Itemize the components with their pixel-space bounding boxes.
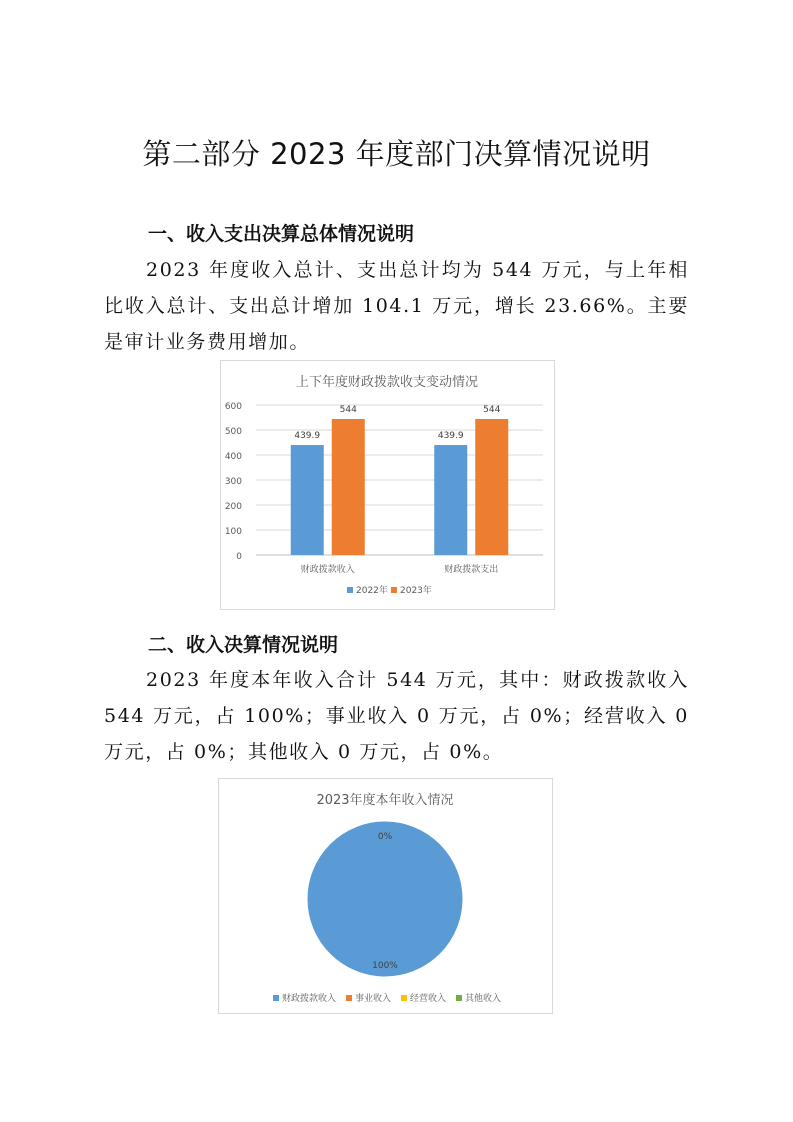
bar-value-label: 544 bbox=[339, 405, 357, 415]
y-tick-label: 400 bbox=[224, 452, 242, 462]
y-tick-label: 600 bbox=[224, 402, 242, 412]
x-tick-label: 财政拨款支出 bbox=[444, 565, 499, 575]
section-2-paragraph: 2023 年度本年收入合计 544 万元，其中：财政拨款收入 544 万元，占 100%；事业收入 0 万元，占 0%；经营收入 0 万元，占 0%；其他收入 0 万元，占 0%。 bbox=[104, 669, 689, 763]
pie-chart-title: 2023年度本年收入情况 bbox=[316, 793, 454, 808]
legend-label: 经营收入 bbox=[410, 994, 447, 1004]
section-heading-2: 二、收入决算情况说明 bbox=[148, 634, 339, 656]
legend-swatch bbox=[346, 995, 352, 1001]
y-tick-label: 500 bbox=[224, 427, 242, 437]
section-1-paragraph: 2023 年度收入总计、支出总计均为 544 万元，与上年相比收入总计、支出总计增加 104.1 万元，增长 23.66%。主要是审计业务费用增加。 bbox=[104, 259, 689, 353]
bar-value-label: 544 bbox=[483, 405, 501, 415]
bar-chart bbox=[220, 360, 555, 610]
legend-swatch bbox=[401, 995, 407, 1001]
bar bbox=[434, 445, 467, 555]
page-title: 第二部分 2023 年度部门决算情况说明 bbox=[142, 137, 651, 171]
legend-label: 财政拨款收入 bbox=[282, 994, 337, 1004]
legend-label: 其他收入 bbox=[465, 994, 502, 1004]
legend-label: 2022年 bbox=[356, 586, 388, 596]
legend-swatch bbox=[273, 995, 279, 1001]
pie-chart bbox=[218, 778, 553, 1014]
bar bbox=[475, 419, 508, 555]
bar-value-label: 439.9 bbox=[294, 431, 321, 442]
x-tick-label: 财政拨款收入 bbox=[300, 565, 355, 575]
legend-label: 2023年 bbox=[400, 586, 432, 596]
y-tick-label: 300 bbox=[224, 477, 242, 487]
y-tick-label: 100 bbox=[224, 527, 242, 537]
pie-data-label: 100% bbox=[372, 961, 398, 971]
bar-chart-title: 上下年度财政拨款收支变动情况 bbox=[295, 375, 479, 390]
y-tick-label: 200 bbox=[224, 502, 242, 512]
legend-label: 事业收入 bbox=[355, 994, 392, 1004]
pie-slice bbox=[307, 821, 463, 977]
bar-chart-svg bbox=[221, 361, 554, 609]
bar bbox=[291, 445, 324, 555]
bar-value-label: 439.9 bbox=[437, 431, 464, 442]
section-heading-1: 一、收入支出决算总体情况说明 bbox=[148, 223, 415, 245]
pie-chart-svg bbox=[219, 779, 552, 1013]
bar bbox=[332, 419, 365, 555]
pie-data-label: 0% bbox=[377, 832, 393, 842]
legend-swatch bbox=[347, 587, 353, 593]
legend-swatch bbox=[391, 587, 397, 593]
y-tick-label: 0 bbox=[236, 552, 242, 562]
legend-swatch bbox=[456, 995, 462, 1001]
